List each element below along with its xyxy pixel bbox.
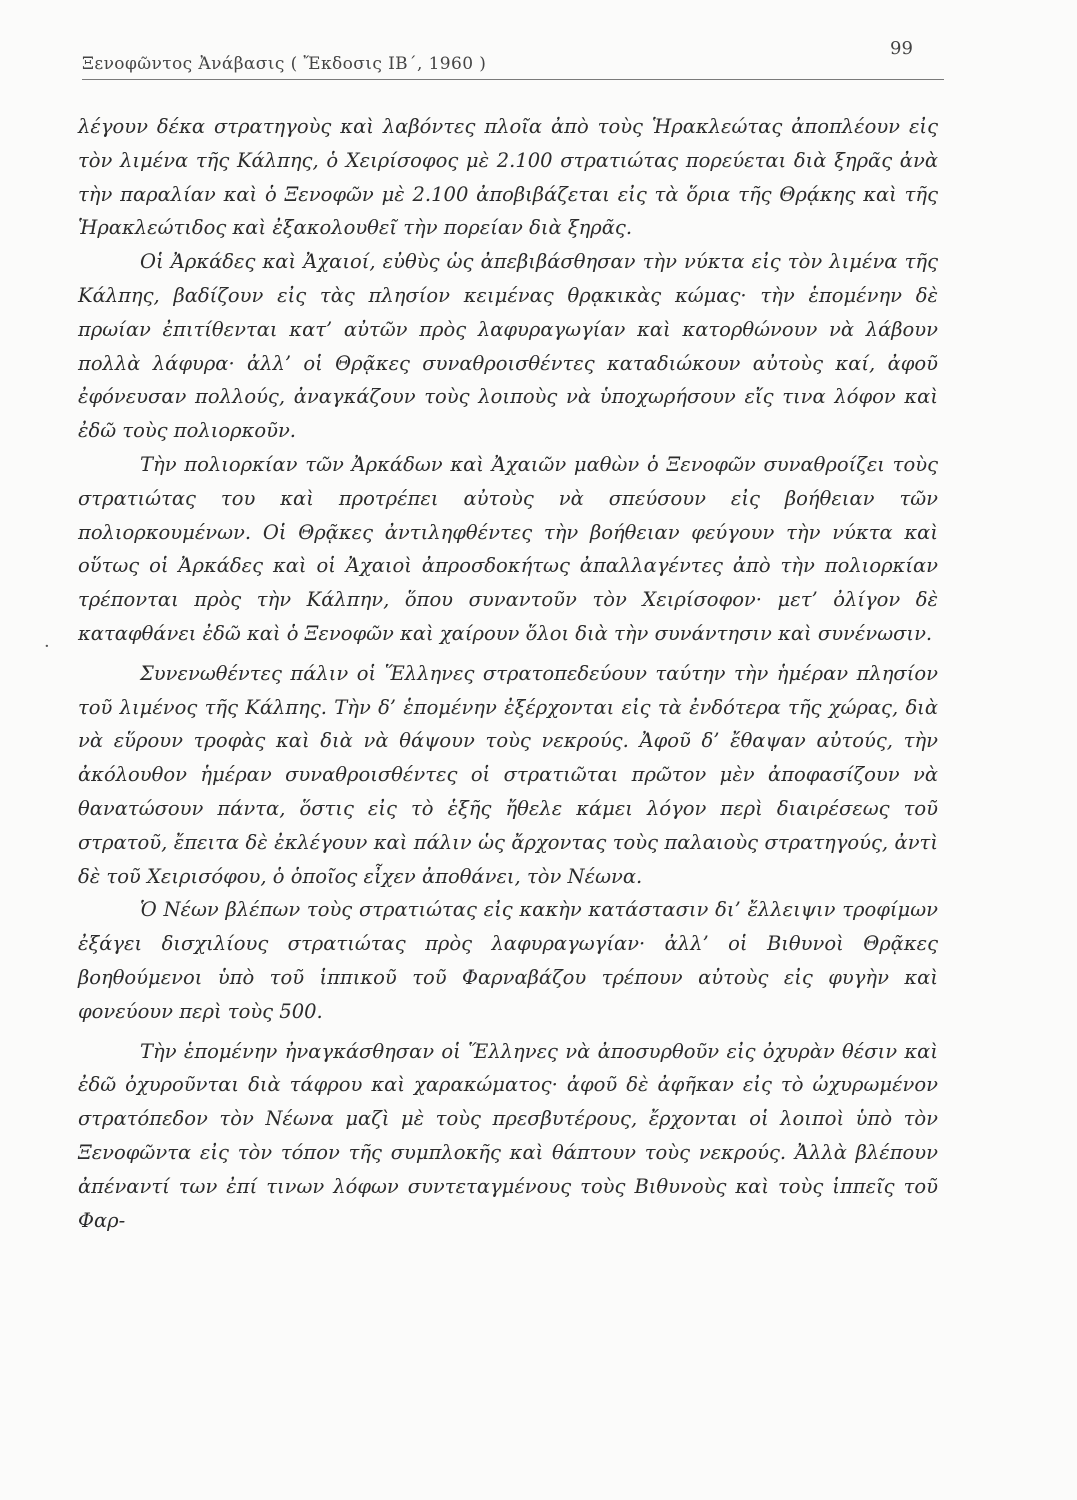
body-text: [78, 110, 938, 1237]
paragraph-6: Τὴν ἑπομένην ἠναγκάσθησαν οἱ Ἕλληνες νὰ ἀποσυρθοῦν εἰς ὀχυρὰν θέσιν καὶ ἐδῶ ὀχυροῦνται διὰ τάφρου καὶ χαρακώματος· ἀφοῦ δὲ ἀφῆκαν εἰς τὸ ὠχυρωμένον στρατόπεδον τὸν Νέωνα μαζὶ μὲ τοὺς πρεσβυτέρους, ἔρχονται οἱ λοιποὶ ὑπὸ τὸν Ξενοφῶντα εἰς τὸν τόπον τῆς συμπλοκῆς καὶ θάπτουν τοὺς νεκρούς. Ἀλλὰ βλέπουν ἀπέναντί των ἐπί τινων λόφων συντεταγμένους τοὺς Βιθυνοὺς καὶ τοὺς ἱππεῖς τοῦ Φαρ-: [78, 1039, 938, 1232]
paragraph-2: Οἱ Ἀρκάδες καὶ Ἀχαιοί, εὐθὺς ὡς ἀπεβιβάσθησαν τὴν νύκτα εἰς τὸν λιμένα τῆς Κάλπης, βαδίζουν εἰς τὰς πλησίον κειμένας θρᾳκικὰς κώμας· τὴν ἑπομένην δὲ πρωίαν ἐπιτίθενται κατ’ αὐτῶν πρὸς λαφυραγωγίαν καὶ κατορθώνουν νὰ λάβουν πολλὰ λάφυρα· ἀλλ’ οἱ Θρᾷκες συναθροισθέντες καταδιώκουν αὐτοὺς καί, ἀφοῦ ἐφόνευσαν πολλούς, ἀναγκάζουν τοὺς λοιποὺς νὰ ὑποχωρήσουν εἴς τινα λόφον καὶ ἐδῶ τοὺς πολιορκοῦν.: [78, 250, 938, 443]
paragraph-4: Συνενωθέντες πάλιν οἱ Ἕλληνες στρατοπεδεύουν ταύτην τὴν ἡμέραν πλησίον τοῦ λιμένος τῆς Κάλπης. Τὴν δ’ ἑπομένην ἐξέρχονται εἰς τὰ ἐνδότερα τῆς χώρας, διὰ νὰ εὕρουν τροφὰς καὶ διὰ νὰ θάψουν τοὺς νεκρούς. Ἀφοῦ δ’ ἔθαψαν αὐτούς, τὴν ἀκόλουθον ἡμέραν συναθροισθέντες οἱ στρατιῶται πρῶτον μὲν ἀποφασίζουν νὰ θανατώσουν πάντα, ὅστις εἰς τὸ ἑξῆς ἤθελε κάμει λόγον περὶ διαιρέσεως τοῦ στρατοῦ, ἔπειτα δὲ ἐκλέγουν καὶ πάλιν ὡς ἄρχοντας τοὺς παλαιοὺς στρατηγούς, ἀντὶ δὲ τοῦ Χειρισόφου, ὁ ὁποῖος εἶχεν ἀποθάνει, τὸν Νέωνα.: [78, 661, 938, 888]
paragraph-1: λέγουν δέκα στρατηγοὺς καὶ λαβόντες πλοῖα ἀπὸ τοὺς Ἡρακλεώτας ἀποπλέουν εἰς τὸν λιμένα τῆς Κάλπης, ὁ Χειρίσοφος μὲ 2.100 στρατιώτας πορεύεται διὰ ξηρᾶς ἀνὰ τὴν παραλίαν καὶ ὁ Ξενοφῶν μὲ 2.100 ἀποβιβάζεται εἰς τὰ ὅρια τῆς Θρᾴκης καὶ τῆς Ἡρακλεώτιδος καὶ ἐξακολουθεῖ τὴν πορείαν διὰ ξηρᾶς.: [78, 115, 938, 240]
page-number: 99: [890, 38, 913, 59]
paragraph-3: Τὴν πολιορκίαν τῶν Ἀρκάδων καὶ Ἀχαιῶν μαθὼν ὁ Ξενοφῶν συναθροίζει τοὺς στρατιώτας του καὶ προτρέπει αὐτοὺς νὰ σπεύσουν εἰς βοήθειαν τῶν πολιορκουμένων. Οἱ Θρᾷκες ἀντιληφθέντες τὴν βοήθειαν φεύγουν τὴν νύκτα καὶ οὕτως οἱ Ἀρκάδες καὶ οἱ Ἀχαιοὶ ἀπροσδοκήτως ἀπαλλαγέντες ἀπὸ τὴν πολιορκίαν τρέπονται πρὸς τὴν Κάλπην, ὅπου συναντοῦν τὸν Χειρίσοφον· μετ’ ὀλίγον δὲ καταφθάνει ἐδῶ καὶ ὁ Ξενοφῶν καὶ χαίρουν ὅλοι διὰ τὴν συνάντησιν καὶ συνένωσιν.: [78, 452, 938, 645]
header-rule: [82, 79, 944, 80]
margin-mark: ·: [44, 636, 50, 657]
paragraph-5: Ὁ Νέων βλέπων τοὺς στρατιώτας εἰς κακὴν κατάστασιν δι’ ἔλλειψιν τροφίμων ἐξάγει δισχιλίους στρατιώτας πρὸς λαφυραγωγίαν· ἀλλ’ οἱ Βιθυνοὶ Θρᾷκες βοηθούμενοι ὑπὸ τοῦ ἱππικοῦ τοῦ Φαρναβάζου τρέπουν αὐτοὺς εἰς φυγὴν καὶ φονεύουν περὶ τοὺς 500.: [78, 898, 938, 1023]
running-title: Ξενοφῶντος Ἀνάβασις ( Ἔκδοσις ΙΒ΄, 1960 ): [82, 54, 487, 74]
